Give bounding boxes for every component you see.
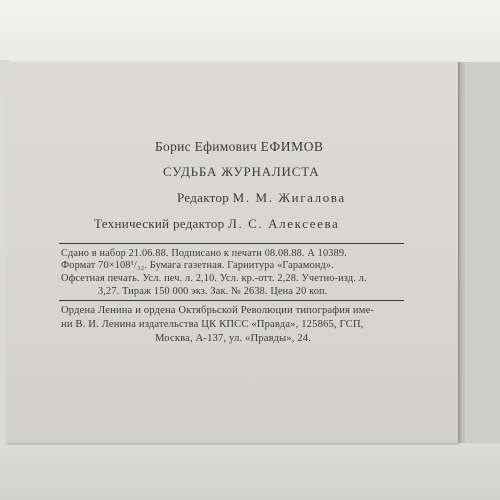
editor-name: М. М. Жигалова bbox=[232, 190, 346, 205]
background-right bbox=[465, 62, 500, 443]
printer-line-1: Ордена Ленина и ордена Октябрьской Революции типография име- bbox=[61, 305, 375, 316]
book-title: СУДЬБА ЖУРНАЛИСТА bbox=[163, 164, 320, 179]
divider-top bbox=[59, 243, 404, 244]
tech-editor-line bbox=[94, 216, 339, 232]
publication-line-4: 3,27. Тираж 150 000 экз. Зак. № 2638. Цена 20 коп. bbox=[98, 286, 328, 297]
printer-line-3: Москва, А-137, ул. «Правды», 24. bbox=[155, 333, 312, 344]
divider-bottom bbox=[59, 300, 404, 301]
author-name: Борис Ефимович bbox=[155, 139, 257, 154]
background-bottom bbox=[0, 440, 500, 500]
page-edge bbox=[458, 62, 465, 443]
editor-line bbox=[177, 190, 346, 206]
publication-line-2: Формат 70×108¹/₃₂. Бумага газетная. Гарнитура «Гарамонд». bbox=[61, 260, 334, 271]
publication-line-3: Офсетная печать. Усл. печ. л. 2,10. Усл. кр.-отт. 2,28. Учетно-изд. л. bbox=[61, 273, 367, 284]
author-surname: ЕФИМОВ bbox=[260, 139, 324, 154]
publication-line-1: Сдано в набор 21.06.88. Подписано к печати 08.08.88. А 10389. bbox=[61, 248, 347, 259]
author-line bbox=[155, 139, 324, 155]
printer-line-2: ни В. И. Ленина издательства ЦК КПСС «Правда», 125865, ГСП, bbox=[61, 319, 364, 330]
editor-label: Редактор bbox=[177, 190, 230, 205]
tech-editor-label: Технический редактор bbox=[94, 216, 225, 231]
tech-editor-name: Л. С. Алексеева bbox=[228, 216, 340, 231]
background-top bbox=[0, 0, 500, 64]
